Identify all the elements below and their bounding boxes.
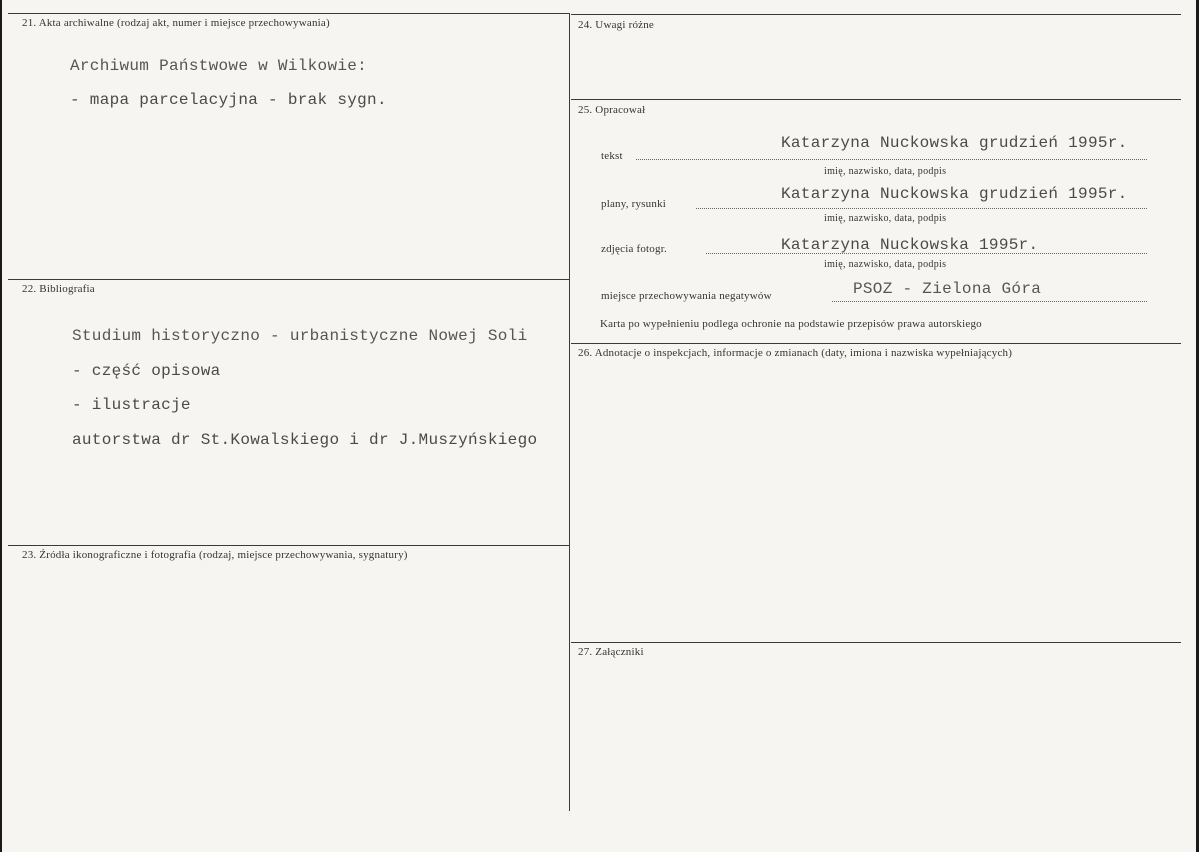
top-rule-right	[571, 14, 1181, 15]
center-divider	[569, 13, 570, 811]
tekst-value: Katarzyna Nuckowska grudzień 1995r.	[781, 134, 1128, 152]
section-21-label: 21. Akta archiwalne (rodzaj akt, numer i miejsce przechowywania)	[22, 17, 330, 29]
copyright-notice: Karta po wypełnieniu podlega ochronie na podstawie przepisów prawa autorskiego	[600, 318, 982, 330]
miejsce-value: PSOZ - Zielona Góra	[853, 280, 1042, 298]
archive-name-text: Archiwum Państwowe w Wilkowie:	[70, 57, 368, 75]
divider-21-22	[8, 279, 569, 280]
plany-dotted-line	[696, 208, 1147, 209]
divider-25-26	[571, 343, 1181, 344]
divider-22-23	[8, 545, 569, 546]
divider-24-25	[571, 99, 1181, 100]
plany-label: plany, rysunki	[601, 198, 667, 210]
bibliography-line-1: Studium historyczno - urbanistyczne Nowej Soli	[72, 327, 528, 345]
tekst-caption: imię, nazwisko, data, podpis	[824, 166, 947, 177]
bibliography-line-2: - część opisowa	[72, 362, 221, 380]
zdjecia-caption: imię, nazwisko, data, podpis	[824, 259, 947, 270]
section-24-label: 24. Uwagi różne	[578, 19, 655, 31]
section-23-label: 23. Źródła ikonograficzne i fotografia (rodzaj, miejsce przechowywania, sygnatury)	[22, 549, 408, 561]
bibliography-line-4: autorstwa dr St.Kowalskiego i dr J.Muszyńskiego	[72, 431, 538, 449]
zdjecia-value: Katarzyna Nuckowska 1995r.	[781, 236, 1039, 254]
section-26-label: 26. Adnotacje o inspekcjach, informacje o zmianach (daty, imiona i nazwiska wypełniających)	[578, 347, 1013, 359]
plany-value: Katarzyna Nuckowska grudzień 1995r.	[781, 185, 1128, 203]
plany-caption: imię, nazwisko, data, podpis	[824, 213, 947, 224]
miejsce-label: miejsce przechowywania negatywów	[601, 290, 772, 302]
bibliography-line-3: - ilustracje	[72, 396, 191, 414]
tekst-dotted-line	[636, 159, 1147, 160]
section-22-label: 22. Bibliografia	[22, 283, 95, 295]
archive-item-text: - mapa parcelacyjna - brak sygn.	[70, 91, 387, 109]
miejsce-dotted-line	[832, 301, 1147, 302]
divider-26-27	[571, 642, 1181, 643]
page-edge-left	[0, 0, 2, 852]
top-rule-left	[8, 13, 569, 14]
section-27-label: 27. Załączniki	[578, 646, 644, 658]
zdjecia-label: zdjęcia fotogr.	[601, 243, 667, 255]
section-25-label: 25. Opracował	[578, 104, 646, 116]
tekst-label: tekst	[601, 150, 623, 162]
